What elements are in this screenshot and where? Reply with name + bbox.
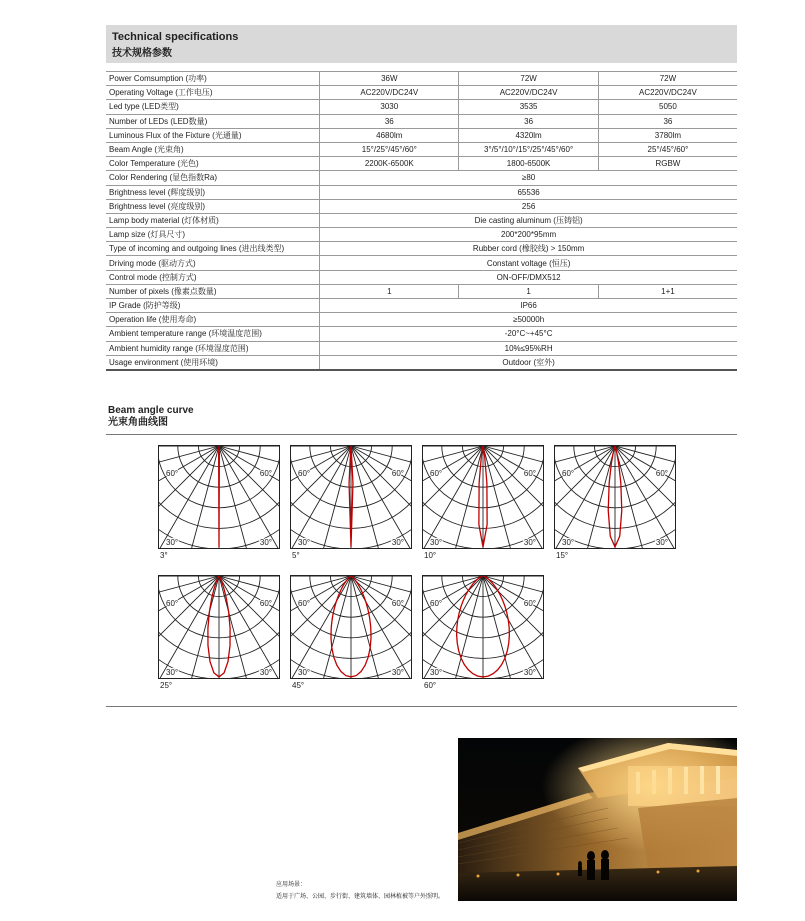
spec-label: Control mode (控制方式) [106,270,320,284]
spec-value: 3°/5°/10°/15°/25°/45°/60° [459,142,598,156]
spec-value: 65536 [320,185,737,199]
spec-label: Ambient temperature range (环境温度范围) [106,327,320,341]
angle-label: 60° [430,599,443,608]
spec-row [106,256,737,270]
spec-value: AC220V/DC24V [459,86,598,100]
angle-label: 30° [298,538,311,547]
spec-row [106,299,737,313]
spec-value: AC220V/DC24V [598,86,737,100]
angle-label: 30° [562,538,575,547]
spec-label: Brightness level (辉度级别) [106,185,320,199]
spec-value: 36 [320,114,459,128]
spec-label: Driving mode (驱动方式) [106,256,320,270]
beam-curve-caption: 3° [160,551,168,560]
spec-value: 25°/45°/60° [598,142,737,156]
spec-label: Beam Angle (光束角) [106,142,320,156]
spec-row [106,341,737,355]
spec-value: 72W [598,72,737,86]
spec-label: Brightness level (亮度级别) [106,199,320,213]
section-header-specs [106,25,737,63]
spec-row [106,142,737,156]
beam-curve [290,575,412,690]
divider [106,434,737,435]
angle-label: 30° [391,538,404,547]
spec-label: Lamp body material (灯体材质) [106,213,320,227]
spec-value: Outdoor (室外) [320,355,737,370]
spec-value: AC220V/DC24V [320,86,459,100]
angle-label: 60° [523,599,536,608]
spec-value: RGBW [598,157,737,171]
spec-row [106,213,737,227]
spec-row [106,72,737,86]
spec-value: Constant voltage (恒压) [320,256,737,270]
angle-label: 30° [430,668,443,677]
angle-label: 60° [523,469,536,478]
spec-row [106,228,737,242]
spec-value: ≥80 [320,171,737,185]
spec-label: IP Grade (防护等级) [106,299,320,313]
angle-label: 60° [655,469,668,478]
spec-value: 1 [320,284,459,298]
angle-label: 30° [166,538,179,547]
spec-label: Luminous Flux of the Fixture (光通量) [106,128,320,142]
spec-label: Color Temperature (光色) [106,157,320,171]
spec-value: 1 [459,284,598,298]
beam-title-en: Beam angle curve [108,405,194,416]
beam-curve-chart [290,445,412,549]
beam-curve-chart [422,445,544,549]
spec-row [106,100,737,114]
spec-value: 36 [459,114,598,128]
spec-row [106,185,737,199]
spec-label: Operating Voltage (工作电压) [106,86,320,100]
angle-label: 30° [430,538,443,547]
spec-row [106,284,737,298]
spec-value: Die casting aluminum (压铸铝) [320,213,737,227]
spec-row [106,128,737,142]
angle-label: 30° [523,538,536,547]
spec-row [106,270,737,284]
spec-row [106,199,737,213]
beam-curve-caption: 25° [160,681,173,690]
spec-row [106,313,737,327]
spec-value: Rubber cord (橡胶线) > 150mm [320,242,737,256]
beam-curve [158,575,280,690]
application-text: 适用于广场、公园、步行街、建筑墙体、园林植被等户外照明。 [276,894,445,900]
spec-table [106,71,737,371]
beam-curve-chart [422,575,544,679]
spec-row [106,171,737,185]
spec-row [106,242,737,256]
spec-label: Type of incoming and outgoing lines (进出线类型) [106,242,320,256]
spec-value: 200*200*95mm [320,228,737,242]
beam-lobe [219,446,220,547]
spec-label: Led type (LED类型) [106,100,320,114]
spec-value: 72W [459,72,598,86]
angle-label: 30° [523,668,536,677]
spec-label: Operation life (使用寿命) [106,313,320,327]
spec-label: Usage environment (使用环境) [106,355,320,370]
beam-title-cn: 光束角曲线图 [108,417,168,428]
spec-value: 15°/25°/45°/60° [320,142,459,156]
angle-label: 60° [298,469,311,478]
beam-curve [554,445,676,560]
angle-label: 30° [655,538,668,547]
spec-label: Number of pixels (像素点数量) [106,284,320,298]
angle-label: 60° [166,599,179,608]
angle-label: 60° [259,599,272,608]
beam-curve-chart [158,445,280,549]
spec-row [106,114,737,128]
spec-value: 36 [598,114,737,128]
angle-label: 30° [391,668,404,677]
beam-curve-caption: 10° [424,551,437,560]
spec-label: Power Comsumption (功率) [106,72,320,86]
application-note [276,879,444,903]
beam-curve-caption: 45° [292,681,305,690]
beam-curve-chart [158,575,280,679]
spec-value: 36W [320,72,459,86]
divider [106,706,737,707]
beam-curve-chart [554,445,676,549]
application-photo [458,738,737,901]
spec-value: IP66 [320,299,737,313]
specs-title-cn: 技术规格参数 [112,48,172,59]
spec-value: -20°C~+45°C [320,327,737,341]
spec-row [106,86,737,100]
spec-value: 5050 [598,100,737,114]
spec-value: ≥50000h [320,313,737,327]
spec-value: 3030 [320,100,459,114]
angle-label: 60° [259,469,272,478]
angle-label: 30° [259,668,272,677]
beam-curve-chart [290,575,412,679]
angle-label: 60° [298,599,311,608]
spec-value: 3780lm [598,128,737,142]
spec-value: ON-OFF/DMX512 [320,270,737,284]
spec-value: 4680lm [320,128,459,142]
spec-label: Number of LEDs (LED数量) [106,114,320,128]
spec-value: 256 [320,199,737,213]
angle-label: 30° [166,668,179,677]
spec-label: Color Rendering (显色指数Ra) [106,171,320,185]
spec-value: 10%≤95%RH [320,341,737,355]
beam-curve [158,445,280,560]
spec-row [106,355,737,370]
angle-label: 60° [166,469,179,478]
spec-value: 3535 [459,100,598,114]
angle-label: 60° [391,469,404,478]
spec-value: 4320lm [459,128,598,142]
beam-curve-caption: 5° [292,551,300,560]
angle-label: 60° [391,599,404,608]
spec-value: 1+1 [598,284,737,298]
specs-title-en: Technical specifications [112,31,239,43]
spec-label: Lamp size (灯具尺寸) [106,228,320,242]
beam-curve-caption: 60° [424,681,437,690]
beam-curve [422,575,544,690]
beam-curve [422,445,544,560]
spec-row [106,157,737,171]
angle-label: 60° [430,469,443,478]
beam-curve-caption: 15° [556,551,569,560]
spec-value: 1800-6500K [459,157,598,171]
spec-value: 2200K-6500K [320,157,459,171]
application-title: 应用场景： [276,882,307,888]
beam-section-title [108,405,194,429]
angle-label: 30° [298,668,311,677]
spec-label: Ambient humidity range (环境湿度范围) [106,341,320,355]
spec-row [106,327,737,341]
angle-label: 60° [562,469,575,478]
angle-label: 30° [259,538,272,547]
beam-curve [290,445,412,560]
